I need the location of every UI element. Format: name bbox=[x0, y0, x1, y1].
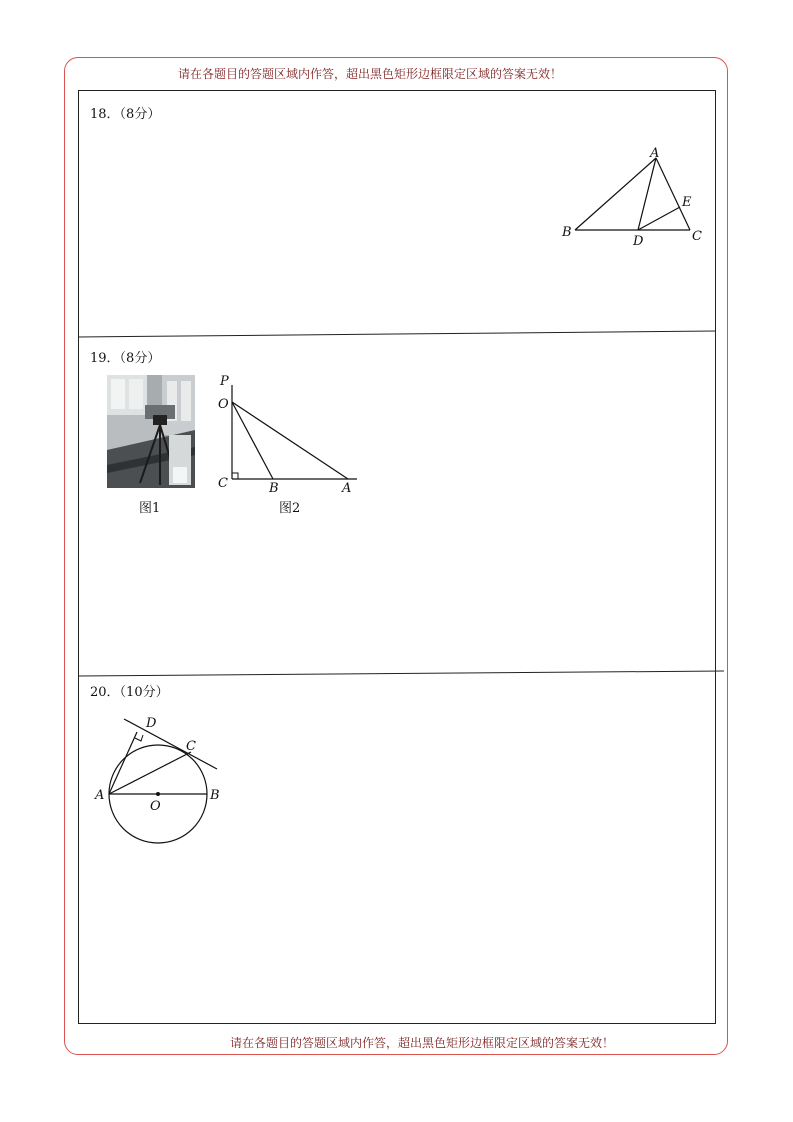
point-d-label: D bbox=[633, 234, 644, 249]
point-o-label: O bbox=[150, 799, 161, 814]
center-dot bbox=[156, 792, 160, 796]
point-b-label: B bbox=[562, 225, 572, 240]
right-angle-mark bbox=[135, 735, 143, 741]
q18-triangle-figure bbox=[555, 140, 715, 250]
warning-bottom: 请在各题目的答题区域内作答，超出黑色矩形边框限定区域的答案无效！ bbox=[230, 1036, 615, 1050]
point-p-label: P bbox=[220, 374, 229, 389]
divider-18-19 bbox=[78, 328, 718, 340]
tripod-photo bbox=[107, 375, 195, 488]
point-b-label: B bbox=[210, 788, 220, 803]
figure-2-caption: 图2 bbox=[279, 501, 301, 516]
point-c-label: C bbox=[186, 739, 196, 754]
tangent-line bbox=[124, 719, 217, 769]
point-e-label: E bbox=[682, 195, 692, 210]
question-20-label: 20．（10分） bbox=[90, 685, 169, 700]
point-o-label: O bbox=[218, 397, 229, 412]
q20-circle-figure bbox=[90, 710, 230, 850]
segment-ob bbox=[232, 402, 273, 479]
point-a-label: A bbox=[95, 788, 105, 803]
segment-ac bbox=[109, 752, 191, 794]
segment-de bbox=[638, 207, 680, 230]
segment-oa bbox=[232, 402, 348, 479]
segment-ad bbox=[638, 158, 656, 230]
warning-top: 请在各题目的答题区域内作答，超出黑色矩形边框限定区域的答案无效！ bbox=[178, 67, 563, 81]
point-a-label: A bbox=[342, 481, 352, 496]
point-d-label: D bbox=[146, 716, 157, 731]
right-angle-mark bbox=[232, 473, 238, 479]
divider-19-20 bbox=[78, 666, 728, 680]
point-c-label: C bbox=[692, 229, 702, 244]
segment-ad bbox=[109, 732, 137, 794]
point-b-label: B bbox=[269, 481, 279, 496]
point-a-label: A bbox=[650, 146, 660, 161]
question-18-label: 18．（8分） bbox=[90, 107, 161, 122]
point-c-label: C bbox=[218, 476, 228, 491]
figure-1-caption: 图1 bbox=[139, 501, 161, 516]
segment-ac bbox=[656, 158, 690, 230]
q19-right-triangle-figure bbox=[210, 370, 370, 500]
question-19-label: 19．（8分） bbox=[90, 351, 161, 366]
segment-ab bbox=[575, 158, 656, 230]
